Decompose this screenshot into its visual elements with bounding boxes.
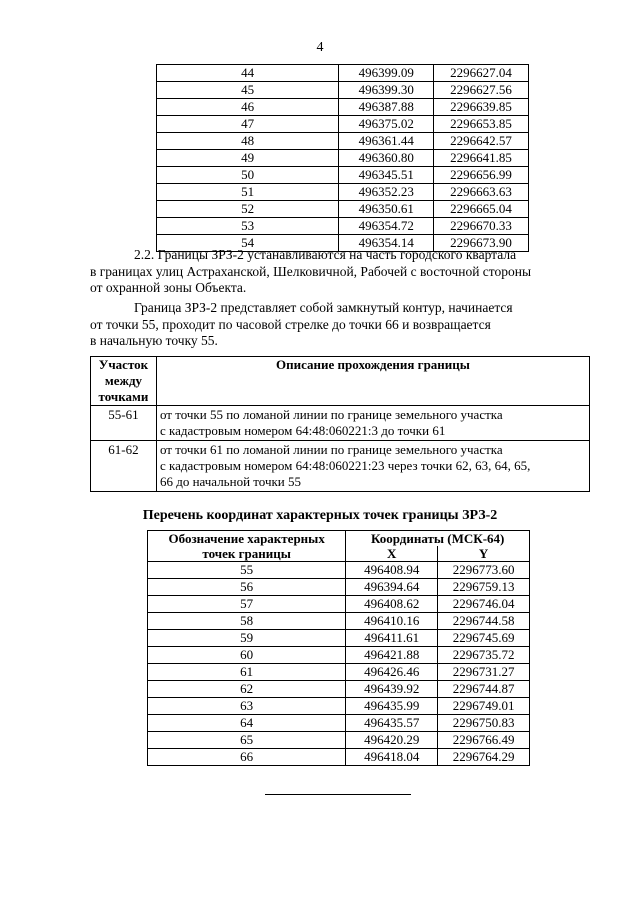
description-line: от точки 61 по ломаной линии по границе земельного участка xyxy=(159,442,503,457)
table-row xyxy=(148,630,530,647)
description-line: с кадастровым номером 64:48:060221:23 через точки 62, 63, 64, 65, xyxy=(159,458,531,473)
table-row xyxy=(157,99,529,116)
point-number-cell: 66 xyxy=(148,749,346,766)
x-cell: 496345.51 xyxy=(339,167,434,184)
x-cell: 496410.16 xyxy=(346,613,438,630)
zrz2-coordinates-table xyxy=(147,530,530,766)
x-cell: 496354.72 xyxy=(339,218,434,235)
x-cell: 496408.94 xyxy=(346,562,438,579)
table-row xyxy=(148,698,530,715)
boundary-description-body xyxy=(91,406,590,492)
paragraph-line: 2.2. Границы ЗРЗ-2 устанавливаются на часть городского квартала xyxy=(134,247,517,262)
point-number-cell: 45 xyxy=(157,82,339,99)
paragraph-line: от охранной зоны Объекта. xyxy=(90,280,247,295)
description-header: Описание прохождения границы xyxy=(156,357,589,406)
table-row xyxy=(148,596,530,613)
point-number-cell: 58 xyxy=(148,613,346,630)
table-row xyxy=(148,562,530,579)
table-row xyxy=(157,201,529,218)
points-header-line: точек границы xyxy=(202,546,291,561)
points-header-line: Обозначение характерных xyxy=(168,531,325,546)
y-cell: 2296759.13 xyxy=(438,579,530,596)
x-cell: 496360.80 xyxy=(339,150,434,167)
y-cell: 2296656.99 xyxy=(434,167,529,184)
y-cell: 2296749.01 xyxy=(438,698,530,715)
table-row xyxy=(91,441,590,492)
point-number-cell: 55 xyxy=(148,562,346,579)
y-cell: 2296744.58 xyxy=(438,613,530,630)
table-row xyxy=(148,664,530,681)
table-row xyxy=(157,82,529,99)
y-cell: 2296750.83 xyxy=(438,715,530,732)
paragraph-line: от точки 55, проходит по часовой стрелке до точки 66 и возвращается xyxy=(90,316,491,332)
segment-header-line: Участок xyxy=(98,357,149,372)
zrz2-coordinates-body xyxy=(148,562,530,766)
y-cell: 2296627.04 xyxy=(434,65,529,82)
points-header xyxy=(148,531,346,562)
y-cell: 2296639.85 xyxy=(434,99,529,116)
x-cell: 496420.29 xyxy=(346,732,438,749)
point-number-cell: 52 xyxy=(157,201,339,218)
description-line: от точки 55 по ломаной линии по границе земельного участка xyxy=(159,407,503,422)
x-cell: 496435.57 xyxy=(346,715,438,732)
y-cell: 2296773.60 xyxy=(438,562,530,579)
segment-cell: 61-62 xyxy=(91,441,157,492)
x-cell: 496399.30 xyxy=(339,82,434,99)
table-row xyxy=(157,65,529,82)
point-number-cell: 53 xyxy=(157,218,339,235)
table-row xyxy=(157,150,529,167)
x-cell: 496375.02 xyxy=(339,116,434,133)
x-header: X xyxy=(346,546,438,562)
table-row xyxy=(148,749,530,766)
point-number-cell: 59 xyxy=(148,630,346,647)
x-cell: 496354.14 xyxy=(339,235,434,252)
page-number: 4 xyxy=(316,40,324,55)
coordinates-table-title: Перечень координат характерных точек границы ЗРЗ-2 xyxy=(142,508,498,523)
table-row xyxy=(91,406,590,441)
description-line: с кадастровым номером 64:48:060221:3 до точки 61 xyxy=(159,423,446,438)
segment-cell: 55-61 xyxy=(91,406,157,441)
point-number-cell: 64 xyxy=(148,715,346,732)
table-row xyxy=(148,579,530,596)
table-row xyxy=(157,218,529,235)
x-cell: 496399.09 xyxy=(339,65,434,82)
point-number-cell: 65 xyxy=(148,732,346,749)
point-number-cell: 61 xyxy=(148,664,346,681)
x-cell: 496435.99 xyxy=(346,698,438,715)
description-line: 66 до начальной точки 55 xyxy=(159,474,302,489)
table-row xyxy=(148,732,530,749)
segment-header-line: точками xyxy=(98,389,149,404)
point-number-cell: 51 xyxy=(157,184,339,201)
paragraph-line: в границах улиц Астраханской, Шелковичной, Рабочей с восточной стороны xyxy=(90,263,532,279)
point-number-cell: 60 xyxy=(148,647,346,664)
x-cell: 496408.62 xyxy=(346,596,438,613)
point-number-cell: 44 xyxy=(157,65,339,82)
y-cell: 2296744.87 xyxy=(438,681,530,698)
y-cell: 2296665.04 xyxy=(434,201,529,218)
coordinates-table-continued xyxy=(156,64,529,252)
y-cell: 2296745.69 xyxy=(438,630,530,647)
point-number-cell: 54 xyxy=(157,235,339,252)
coordinates-header: Координаты (МСК-64) xyxy=(346,531,530,547)
table-row xyxy=(157,116,529,133)
x-cell: 496394.64 xyxy=(346,579,438,596)
y-cell: 2296641.85 xyxy=(434,150,529,167)
boundary-description-table xyxy=(90,356,590,492)
coordinates-table-body xyxy=(157,65,529,252)
y-cell: 2296764.29 xyxy=(438,749,530,766)
table-row xyxy=(148,647,530,664)
description-cell xyxy=(156,406,589,441)
point-number-cell: 47 xyxy=(157,116,339,133)
y-cell: 2296670.33 xyxy=(434,218,529,235)
table-row xyxy=(148,681,530,698)
y-cell: 2296766.49 xyxy=(438,732,530,749)
point-number-cell: 48 xyxy=(157,133,339,150)
table-row xyxy=(157,167,529,184)
point-number-cell: 57 xyxy=(148,596,346,613)
y-cell: 2296673.90 xyxy=(434,235,529,252)
description-cell xyxy=(156,441,589,492)
y-cell: 2296731.27 xyxy=(438,664,530,681)
x-cell: 496439.92 xyxy=(346,681,438,698)
table-row xyxy=(157,184,529,201)
point-number-cell: 63 xyxy=(148,698,346,715)
segment-header-line: между xyxy=(104,373,143,388)
table-row xyxy=(148,715,530,732)
y-cell: 2296735.72 xyxy=(438,647,530,664)
table-row xyxy=(148,613,530,630)
paragraph-zrz2-contour xyxy=(90,300,588,350)
point-number-cell: 46 xyxy=(157,99,339,116)
point-number-cell: 56 xyxy=(148,579,346,596)
x-cell: 496387.88 xyxy=(339,99,434,116)
y-header: Y xyxy=(438,546,530,562)
y-cell: 2296642.57 xyxy=(434,133,529,150)
x-cell: 496426.46 xyxy=(346,664,438,681)
y-cell: 2296663.63 xyxy=(434,184,529,201)
point-number-cell: 49 xyxy=(157,150,339,167)
footer-divider xyxy=(265,794,411,795)
x-cell: 496352.23 xyxy=(339,184,434,201)
point-number-cell: 62 xyxy=(148,681,346,698)
x-cell: 496418.04 xyxy=(346,749,438,766)
x-cell: 496361.44 xyxy=(339,133,434,150)
x-cell: 496350.61 xyxy=(339,201,434,218)
x-cell: 496411.61 xyxy=(346,630,438,647)
y-cell: 2296627.56 xyxy=(434,82,529,99)
paragraph-line: в начальную точку 55. xyxy=(90,333,218,348)
paragraph-line: Граница ЗРЗ-2 представляет собой замкнутый контур, начинается xyxy=(134,300,513,315)
paragraph-zrz2-boundaries xyxy=(90,247,588,297)
y-cell: 2296746.04 xyxy=(438,596,530,613)
segment-header xyxy=(91,357,157,406)
y-cell: 2296653.85 xyxy=(434,116,529,133)
point-number-cell: 50 xyxy=(157,167,339,184)
x-cell: 496421.88 xyxy=(346,647,438,664)
table-row xyxy=(157,133,529,150)
